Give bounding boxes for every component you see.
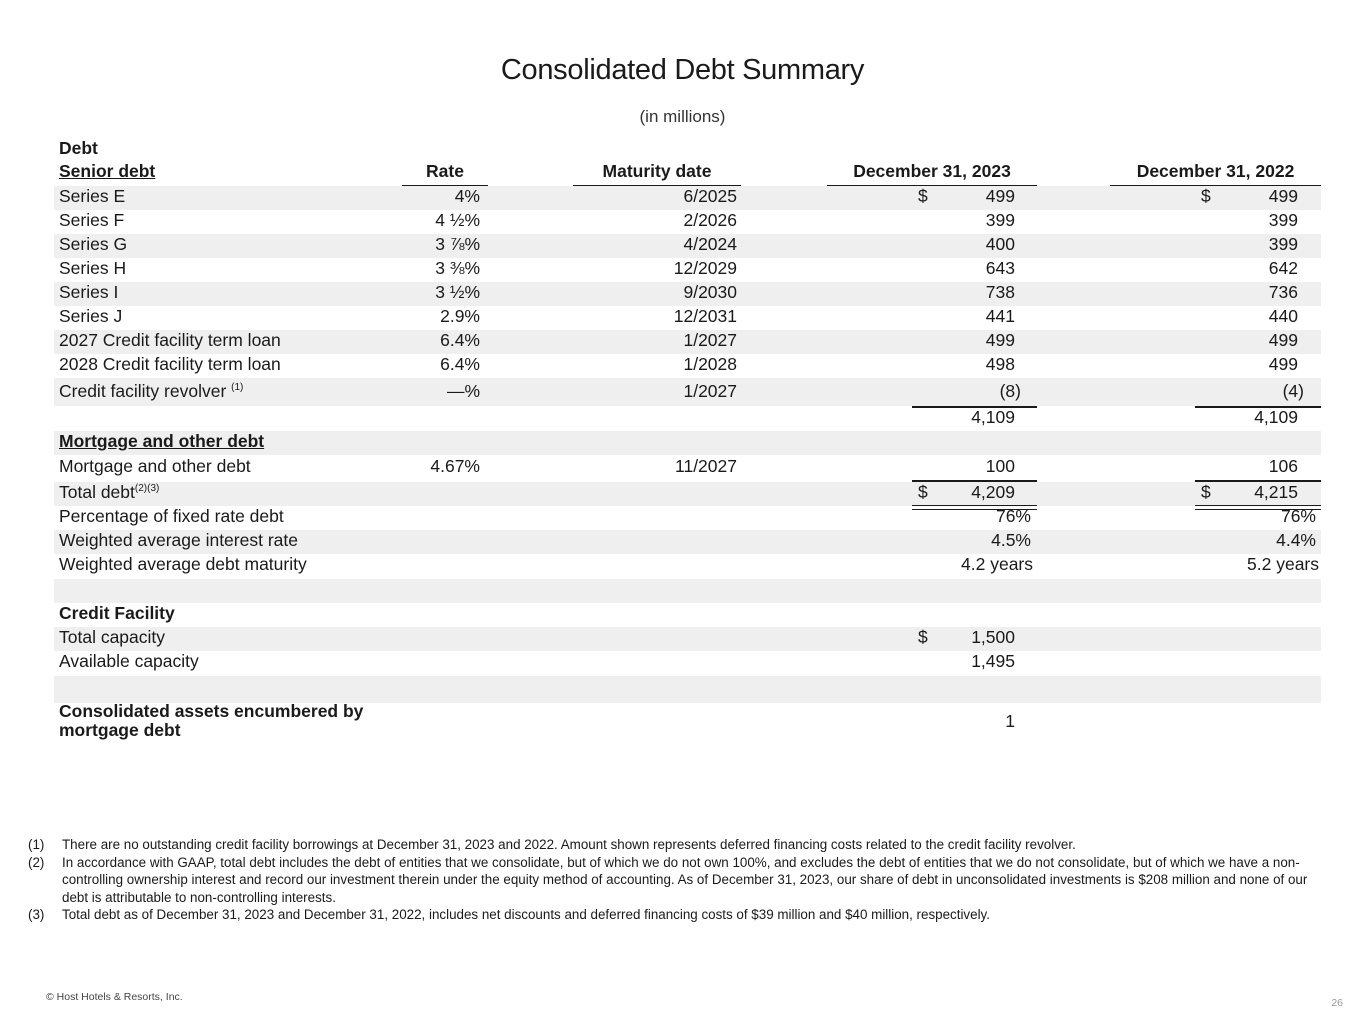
footnotes bbox=[28, 836, 1328, 924]
mortgage-section-header bbox=[54, 431, 1321, 455]
row-value-2022: 736 bbox=[1268, 282, 1298, 302]
footnote-text: There are no outstanding credit facility borrowings at December 31, 2023 and 2022. Amount shown represents deferred financing costs related to the credit facility revolver. bbox=[62, 837, 1076, 852]
row-value-2023: 399 bbox=[985, 210, 1015, 230]
senior-subtotal-row bbox=[54, 407, 1321, 431]
row-maturity: 11/2027 bbox=[675, 456, 737, 476]
table-row-2027-term-loan bbox=[54, 330, 1321, 354]
row-rate: 3 ⅜% bbox=[435, 258, 480, 278]
table-row-interest-rate bbox=[54, 530, 1321, 554]
total-2022: 4,215 bbox=[1254, 482, 1298, 502]
row-maturity: 1/2028 bbox=[683, 354, 737, 374]
row-value-2023: 400 bbox=[985, 234, 1015, 254]
row-label: Series H bbox=[59, 258, 127, 278]
footnote-1 bbox=[28, 836, 1328, 854]
footnote-number: (2) bbox=[28, 854, 45, 870]
currency-symbol-2022: $ bbox=[1201, 482, 1211, 502]
total-capacity-value: 1,500 bbox=[971, 627, 1015, 647]
row-label: Available capacity bbox=[59, 651, 199, 671]
row-value-2022: 642 bbox=[1268, 258, 1298, 278]
dec2023-column-header: December 31, 2023 bbox=[853, 161, 1011, 181]
mortgage-heading: Mortgage and other debt bbox=[59, 431, 265, 451]
subtotal-2023: 4,109 bbox=[971, 407, 1015, 427]
row-label: 2027 Credit facility term loan bbox=[59, 330, 281, 350]
encumbered-label-line1: Consolidated assets encumbered by bbox=[59, 701, 364, 721]
page-number: 26 bbox=[1331, 997, 1343, 1009]
table-row-fixed-rate bbox=[54, 506, 1321, 530]
total-label: Total debt bbox=[59, 482, 135, 502]
row-label: Total capacity bbox=[59, 627, 166, 647]
page-title: Consolidated Debt Summary bbox=[500, 54, 865, 86]
row-rate: 2.9% bbox=[440, 306, 480, 326]
row-maturity: 4/2024 bbox=[683, 234, 737, 254]
encumbered-label-line2: mortgage debt bbox=[59, 720, 181, 740]
table-row-series-i bbox=[54, 282, 1321, 306]
credit-facility-header-row bbox=[54, 603, 1321, 627]
row-rate: 3 ⅞% bbox=[435, 234, 480, 254]
encumbered-label bbox=[59, 702, 363, 740]
row-value-2022: 399 bbox=[1268, 234, 1298, 254]
table-row-series-g bbox=[54, 234, 1321, 258]
footnote-3 bbox=[28, 906, 1328, 924]
row-value-2023: 441 bbox=[985, 306, 1015, 326]
blank-row bbox=[54, 676, 1321, 703]
header-row-debt bbox=[54, 138, 1321, 162]
row-label: Weighted average debt maturity bbox=[59, 554, 307, 574]
row-rate: 4.67% bbox=[430, 456, 480, 476]
encumbered-value: 1 bbox=[1005, 711, 1015, 731]
row-maturity: 12/2031 bbox=[673, 306, 737, 326]
row-value-2023: 76% bbox=[995, 506, 1031, 526]
row-label: Percentage of fixed rate debt bbox=[59, 506, 284, 526]
row-maturity: 12/2029 bbox=[673, 258, 737, 278]
row-label: Credit facility revolver bbox=[59, 381, 227, 401]
footnote-text: Total debt as of December 31, 2023 and December 31, 2022, includes net discounts and deferred financing costs of $39 million and $40 million, respectively. bbox=[62, 907, 990, 922]
row-value-2022: 499 bbox=[1268, 330, 1298, 350]
row-value-2023: 100 bbox=[985, 456, 1015, 476]
row-value-2022: 106 bbox=[1268, 456, 1298, 476]
row-value-2022: 4.4% bbox=[1276, 530, 1316, 550]
footnote-text: In accordance with GAAP, total debt includes the debt of entities that we consolidate, but of which we do not own 100%, and excludes the debt of entities that we do not consolidate, but of which we have a non-controlling ownership interest and record our investment therein under the equity method of accounting. As of December 31, 2023, our share of debt in unconsolidated investments is $208 million and none of our debt is attributable to non-controlling interests. bbox=[62, 854, 1308, 905]
table-row-2028-term-loan bbox=[54, 354, 1321, 378]
available-capacity-value: 1,495 bbox=[971, 651, 1015, 671]
row-label: Series I bbox=[59, 282, 119, 302]
row-value-2023: 4.5% bbox=[991, 530, 1031, 550]
debt-heading: Debt bbox=[59, 138, 98, 158]
row-rate: 3 ½% bbox=[435, 282, 480, 302]
page-subtitle: (in millions) bbox=[639, 107, 726, 126]
row-label: Series F bbox=[59, 210, 125, 230]
row-rate: 6.4% bbox=[440, 354, 480, 374]
table-row-total-capacity bbox=[54, 627, 1321, 651]
row-rate: 6.4% bbox=[440, 330, 480, 350]
table-row-mortgage bbox=[54, 456, 1321, 480]
row-label: Series G bbox=[59, 234, 128, 254]
total-2023: 4,209 bbox=[971, 482, 1015, 502]
row-label-wrap bbox=[59, 381, 243, 402]
total-debt-row bbox=[54, 482, 1321, 506]
row-value-2023: 499 bbox=[985, 330, 1015, 350]
row-rate: —% bbox=[446, 381, 480, 401]
row-rate: 4% bbox=[454, 186, 480, 206]
table-row-series-f bbox=[54, 210, 1321, 234]
row-label: Series E bbox=[59, 186, 126, 206]
header-row bbox=[54, 161, 1321, 185]
table-row-encumbered bbox=[54, 703, 1321, 743]
row-value-2023: 498 bbox=[985, 354, 1015, 374]
row-value-2023: 4.2 years bbox=[961, 554, 1033, 574]
row-rate: 4 ½% bbox=[435, 210, 480, 230]
row-label: 2028 Credit facility term loan bbox=[59, 354, 281, 374]
row-value-2022: 499 bbox=[1268, 354, 1298, 374]
copyright: © Host Hotels & Resorts, Inc. bbox=[46, 991, 183, 1003]
row-value-2022: 440 bbox=[1268, 306, 1298, 326]
table-row-series-j bbox=[54, 306, 1321, 330]
row-label: Mortgage and other debt bbox=[59, 456, 251, 476]
credit-facility-heading: Credit Facility bbox=[59, 603, 175, 623]
currency-symbol-2023: $ bbox=[918, 186, 928, 206]
dec2022-column-header: December 31, 2022 bbox=[1136, 161, 1295, 181]
maturity-column-header: Maturity date bbox=[602, 161, 712, 181]
table-row-series-h bbox=[54, 258, 1321, 282]
table-row-available-capacity bbox=[54, 651, 1321, 675]
row-label: Series J bbox=[59, 306, 123, 326]
footnote-number: (3) bbox=[28, 907, 45, 922]
row-value-2022: 499 bbox=[1268, 186, 1298, 206]
row-maturity: 2/2026 bbox=[683, 210, 737, 230]
footnote-2 bbox=[28, 854, 1328, 907]
footnote-ref: (1) bbox=[231, 382, 244, 394]
row-value-2022: 5.2 years bbox=[1247, 554, 1319, 574]
table-row-debt-maturity bbox=[54, 554, 1321, 578]
senior-debt-heading: Senior debt bbox=[59, 161, 156, 181]
currency-symbol-2023: $ bbox=[918, 482, 928, 502]
footnote-number: (1) bbox=[28, 837, 45, 852]
rate-column-header: Rate bbox=[426, 161, 464, 181]
row-value-2022: (4) bbox=[1282, 381, 1304, 401]
subtotal-2022: 4,109 bbox=[1254, 407, 1298, 427]
row-maturity: 6/2025 bbox=[683, 186, 737, 206]
row-maturity: 1/2027 bbox=[683, 330, 737, 350]
table-row-series-e bbox=[54, 186, 1321, 210]
currency-symbol-2022: $ bbox=[1201, 186, 1211, 206]
row-value-2023: (8) bbox=[999, 381, 1021, 401]
footnote-ref: (2)(3) bbox=[134, 483, 160, 495]
row-value-2022: 399 bbox=[1268, 210, 1298, 230]
row-label: Weighted average interest rate bbox=[59, 530, 298, 550]
row-value-2022: 76% bbox=[1280, 506, 1316, 526]
blank-row bbox=[54, 579, 1321, 603]
row-maturity: 9/2030 bbox=[683, 282, 737, 302]
row-value-2023: 643 bbox=[985, 258, 1015, 278]
row-label-wrap bbox=[59, 482, 159, 503]
row-value-2023: 738 bbox=[985, 282, 1015, 302]
currency-symbol-2023: $ bbox=[918, 627, 928, 647]
row-value-2023: 499 bbox=[985, 186, 1015, 206]
row-maturity: 1/2027 bbox=[683, 381, 737, 401]
table-row-revolver bbox=[54, 378, 1321, 406]
